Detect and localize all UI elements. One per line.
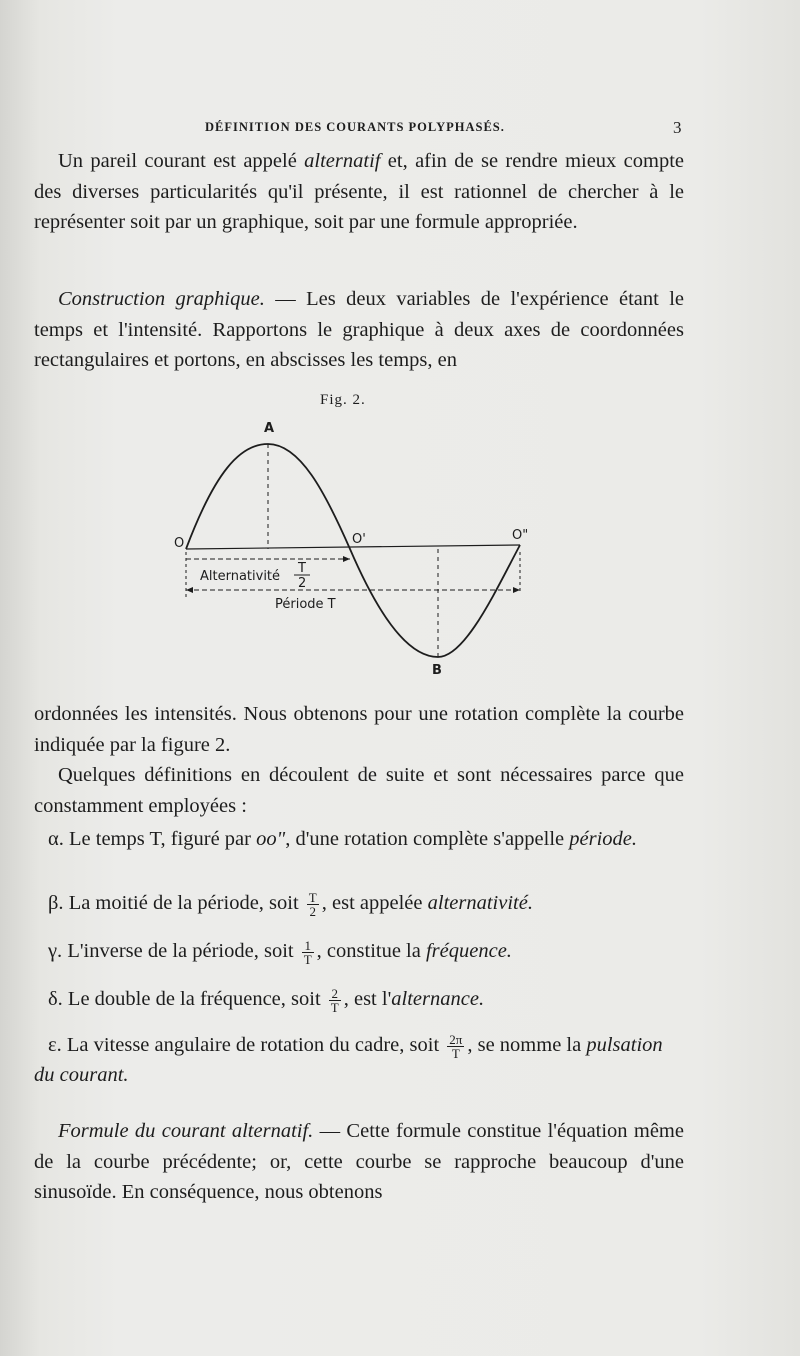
figure-caption: Fig. 2. [320,392,366,408]
sine-curve [186,444,520,657]
text: Le temps T, figuré par [63,828,257,850]
term-oo: oo" [256,828,286,850]
term-alternance: alternance. [391,988,485,1010]
label-frac-2: 2 [298,576,307,591]
paragraph-ordonnees [34,699,684,760]
text: La moitié de la période, soit [63,892,304,914]
term-alternativite: alternativité. [427,892,533,914]
text: La vitesse angulaire de rotation du cadre, soit [61,1034,445,1056]
definition-beta [34,888,684,918]
text: Un pareil courant est appelé [58,150,305,172]
paragraph-definitions-intro [34,760,684,821]
fraction-2pi-over-t [447,1033,464,1060]
label-periode: Période T [275,597,336,612]
text: Quelques définitions en découlent de suite et sont nécessaires parce que constamment employées : [34,764,684,817]
definition-alpha [34,824,684,854]
numerator: 1 [302,939,314,953]
marker-beta: β. [48,892,64,914]
term-alternatif: alternatif [304,150,381,172]
text: Le double de la fréquence, soit [62,988,326,1010]
fraction-2-over-t [329,987,341,1014]
text: , constitue la [316,940,426,962]
figure-sine-wave [160,412,550,682]
section-heading-construction: Construction graphique. [58,288,265,310]
marker-delta: δ. [48,988,63,1010]
fraction-1-over-t [302,939,314,966]
term-periode: période. [569,828,638,850]
label-a: A [264,421,275,436]
numerator: 2π [449,1031,463,1047]
section-heading-formule: Formule du courant alternatif. [58,1120,314,1142]
label-o-double-prime: O" [512,528,529,543]
denominator: T [451,1045,460,1061]
paragraph-intro [34,146,684,238]
label-o: O [174,536,185,551]
page-header [0,118,800,142]
label-frac-t: T [298,561,306,576]
term-frequence: fréquence. [425,940,512,962]
text: — Cette formule constitue l'équation même de la courbe précédente; or, cette courbe se rapproche beaucoup d'une sinusoïde. En conséquence, nous obtenons [34,1120,684,1203]
marker-alpha: α. [48,828,64,850]
label-o-prime: O' [352,532,366,547]
definition-gamma [34,936,684,966]
definition-delta [34,984,684,1014]
text: et, afin de se rendre mieux compte des diverses particularités qu'il présente, il est rationnel de chercher à le représenter soit par un graphique, soit par une formule appropriée. [34,150,684,233]
numerator: 2 [329,987,341,1001]
text: L'inverse de la période, soit [62,940,299,962]
page-number: 3 [673,118,682,137]
running-title: DÉFINITION DES COURANTS POLYPHASÉS. [205,120,505,134]
marker-epsilon: ε. [48,1034,62,1056]
term-pulsation: pulsation du courant. [34,1034,663,1086]
numerator: T [308,889,317,905]
denominator: T [303,951,312,967]
fraction-t-over-2 [307,891,319,918]
label-b: B [432,663,442,678]
sine-wave-diagram [160,412,550,682]
marker-gamma: γ. [48,940,63,962]
paragraph-formule [34,1116,684,1208]
text: , se nomme la [467,1034,587,1056]
denominator: T [330,999,339,1015]
text: , est l' [343,988,392,1010]
text: , est appelée [321,892,428,914]
text: , d'une rotation complète s'appelle [285,828,570,850]
definition-epsilon [34,1030,684,1090]
label-alternativite: Alternativité [200,569,281,584]
text: ordonnées les intensités. Nous obtenons pour une rotation complète la courbe indiquée par la figure 2. [34,703,684,756]
paragraph-construction [34,284,684,376]
denominator: 2 [309,903,317,919]
text: — Les deux variables de l'expérience étant le temps et l'intensité. Rapportons le graphique à deux axes de coordonnées rectangulaires et portons, en abscisses les temps, en [34,288,685,371]
